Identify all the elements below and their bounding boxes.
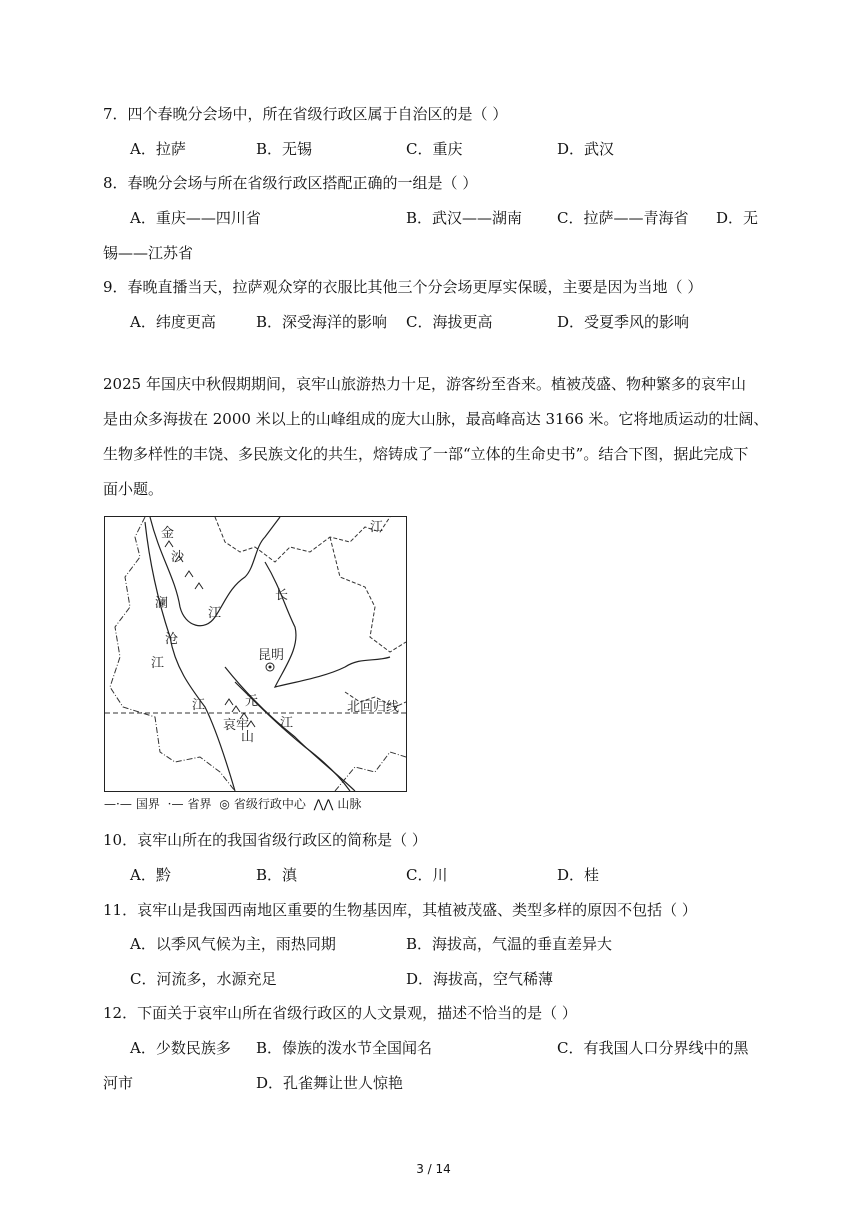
legend-mountain-icon: ⋀⋀ [313,797,334,811]
map-legend [104,796,365,812]
passage-line-4: 面小题。 [103,480,164,498]
q8-option-b: B．武汉——湖南 [406,209,523,227]
label-ailao: 哀牢 [223,718,250,733]
label-cang: 沧 [165,632,179,647]
legend-capital-icon: ◎ [219,797,230,811]
passage-line-3: 生物多样性的丰饶、多民族文化的共生，熔铸成了一部“立体的生命史书”。结合下图，据此完成下 [103,445,749,463]
q8-option-a: A．重庆——四川省 [130,209,261,227]
map-svg [105,517,406,791]
q8-stem: 8．春晚分会场与所在省级行政区搭配正确的一组是（ ） [103,174,478,192]
q8-option-c: C．拉萨——青海省 [557,209,689,227]
q9-option-d: D．受夏季风的影响 [557,313,690,331]
label-lan: 澜 [155,596,169,611]
q9-option-c: C．海拔更高 [406,313,493,331]
q12-option-c: C．有我国人口分界线中的黑 [557,1039,749,1057]
label-sha: 沙 [171,550,185,565]
mountain-symbols [165,541,255,727]
q12-option-d: D．孔雀舞让世人惊艳 [256,1074,404,1092]
q7-option-b: B．无锡 [256,140,313,158]
label-kunming: 昆明 [258,648,285,663]
q10-option-d: D．桂 [557,866,600,884]
label-jiang3: 江 [208,606,222,621]
passage-line-2: 是由众多海拔在 2000 米以上的山峰组成的庞大山脉，最高峰高达 3166 米。它将地质运动的壮阔、 [103,410,769,428]
q11-option-d: D．海拔高，空气稀薄 [406,970,554,988]
label-jiang6: 江 [280,716,294,731]
label-yuan: 元 [245,694,259,709]
label-jiang1: 江 [370,520,384,535]
q7-option-c: C．重庆 [406,140,463,158]
label-jiang5: 江 [192,698,206,713]
q10-option-a: A．黔 [130,866,171,884]
passage-line-1: 2025 年国庆中秋假期期间，哀牢山旅游热力十足，游客纷至沓来。植被茂盛、物种繁多的哀牢山 [103,375,746,393]
q7-option-a: A．拉萨 [130,140,186,158]
label-jin: 金 [161,526,175,541]
legend-national-border: 国界 [135,797,160,811]
q9-option-a: A．纬度更高 [130,313,216,331]
yangtze-river [265,562,390,687]
q12-stem: 12．下面关于哀牢山所在省级行政区的人文景观，描述不恰当的是（ ） [103,1004,577,1022]
q11-option-b: B．海拔高，气温的垂直差异大 [406,935,613,953]
q9-option-b: B．深受海洋的影响 [256,313,388,331]
label-jiang2: 江 [151,656,165,671]
legend-national-border-icon: —·— [104,797,132,811]
label-shan: 山 [241,730,255,745]
q10-option-c: C．川 [406,866,448,884]
provincial-border [215,517,390,562]
q11-option-a: A．以季风气候为主，雨热同期 [130,935,336,953]
legend-provincial-border-icon: ·— [167,797,184,811]
q11-option-c: C．河流多，水源充足 [130,970,277,988]
q8-option-d-wrap: 锡——江苏省 [103,244,194,262]
legend-mountain: 山脉 [337,797,362,811]
q12-option-c-wrap: 河市 [103,1074,134,1092]
q12-option-b: B．傣族的泼水节全国闻名 [256,1039,433,1057]
q7-option-d: D．武汉 [557,140,615,158]
q12-option-a: A．少数民族多 [130,1039,231,1057]
page-number: 3 / 14 [416,1162,451,1176]
legend-provincial-border: 省界 [187,797,212,811]
q7-stem: 7．四个春晚分会场中，所在省级行政区属于自治区的是（ ） [103,105,508,123]
q11-stem: 11．哀牢山是我国西南地区重要的生物基因库，其植被茂盛、类型多样的原因不包括（ ） [103,901,697,919]
q10-stem: 10．哀牢山所在的我国省级行政区的简称是（ ） [103,831,427,849]
q10-option-b: B．滇 [256,866,298,884]
legend-capital: 省级行政中心 [233,797,306,811]
q8-option-d: D．无 [716,209,759,227]
provincial-border-east [330,537,406,652]
q9-stem: 9．春晚直播当天，拉萨观众穿的衣服比其他三个分会场更厚实保暖，主要是因为当地（ ） [103,278,703,296]
label-tropic-of-cancer: 北回归线 [347,700,400,715]
ailao-mountain-map [104,516,407,792]
label-chang: 长 [275,588,289,603]
